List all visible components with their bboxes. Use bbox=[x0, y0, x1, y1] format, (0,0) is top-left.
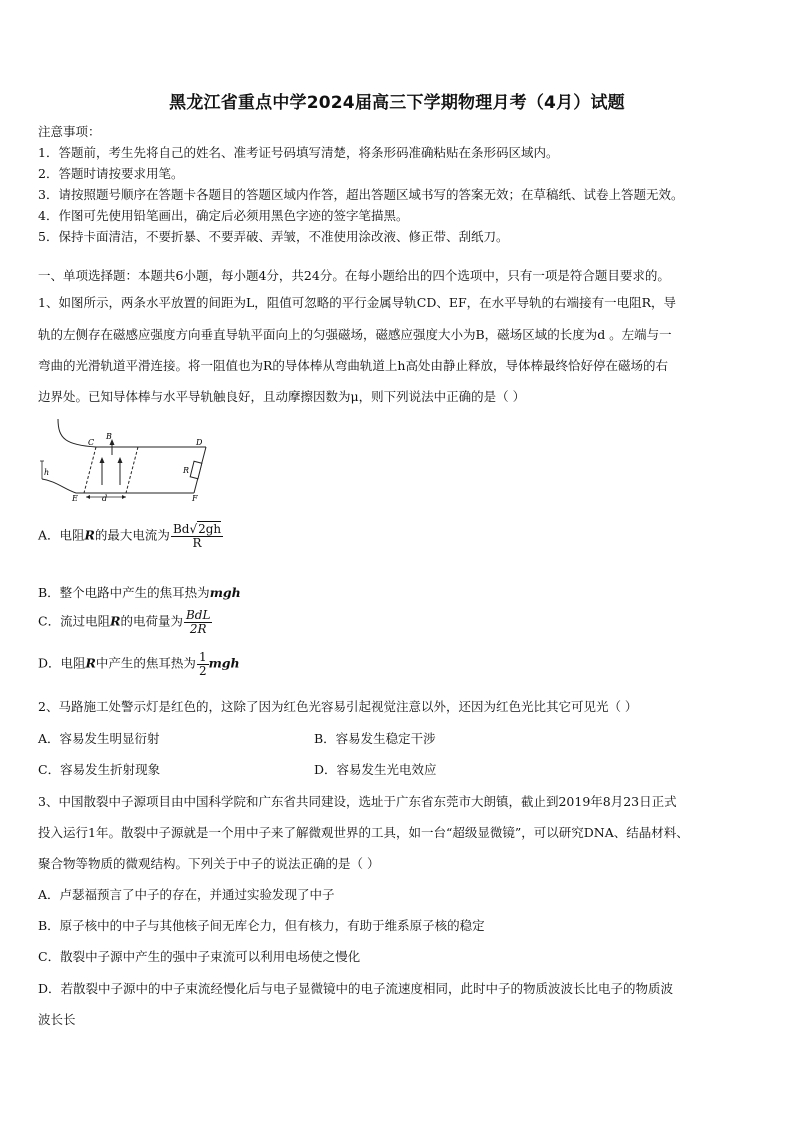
note-item: 1．答题前，考生先将自己的姓名、准考证号码填写清楚，将条形码准确粘贴在条形码区域内。 bbox=[38, 145, 559, 160]
label-b: B bbox=[106, 432, 112, 441]
question-2-option-d: D．容易发生光电效应 bbox=[314, 762, 437, 777]
question-3-option-d: D．若散裂中子源中的中子束流经慢化后与电子显微镜中的电子流速度相同，此时中子的物质波波长比电子的物质波 bbox=[38, 981, 674, 996]
note-item: 4．作图可先使用铅笔画出，确定后必须用黑色字迹的签字笔描黑。 bbox=[38, 208, 409, 223]
question-3-stem: 聚合物等物质的微观结构。下列关于中子的说法正确的是（ ） bbox=[38, 856, 380, 871]
section-heading: 一、单项选择题：本题共6小题，每小题4分，共24分。在每小题给出的四个选项中，只有一项是符合题目要求的。 bbox=[38, 268, 670, 283]
label-f: F bbox=[192, 494, 198, 503]
question-3-option-d-continued: 波长长 bbox=[38, 1012, 76, 1027]
question-1-stem: 1、如图所示，两条水平放置的间距为L，阻值可忽略的平行金属导轨CD、EF，在水平导轨的右端接有一电阻R，导 bbox=[38, 295, 677, 310]
question-2-option-b: B．容易发生稳定干涉 bbox=[314, 731, 436, 746]
question-1-option-a: A．电阻R的最大电流为 $\frac{Bd√2gh}{R}$ bbox=[38, 522, 222, 550]
rail-magnetic-field-diagram bbox=[36, 417, 222, 503]
question-1-option-b: B．整个电路中产生的焦耳热为mgh bbox=[38, 585, 241, 600]
question-3-option-b: B．原子核中的中子与其他核子间无库仑力，但有核力，有助于维系原子核的稳定 bbox=[38, 918, 485, 933]
question-3-stem: 3、中国散裂中子源项目由中国科学院和广东省共同建设，选址于广东省东莞市大朗镇，截止到2019年8月23日正式 bbox=[38, 794, 677, 809]
question-3-stem: 投入运行1年。散裂中子源就是一个用中子来了解微观世界的工具，如一台“超级显微镜”，可以研究DNA、结晶材料、 bbox=[38, 825, 689, 840]
notes-heading: 注意事项： bbox=[38, 124, 101, 139]
page-title: 黑龙江省重点中学2024届高三下学期物理月考（4月）试题 bbox=[169, 93, 625, 113]
question-2-option-a: A．容易发生明显衍射 bbox=[38, 731, 160, 746]
question-2-option-c: C．容易发生折射现象 bbox=[38, 762, 161, 777]
question-3-option-c: C．散裂中子源中产生的强中子束流可以利用电场使之慢化 bbox=[38, 949, 361, 964]
label-d-length: d bbox=[102, 494, 108, 503]
label-h: h bbox=[44, 468, 50, 477]
label-c: C bbox=[88, 438, 95, 447]
note-item: 5．保持卡面清洁，不要折暴、不要弄破、弄皱，不准使用涂改液、修正带、刮纸刀。 bbox=[38, 229, 509, 244]
question-1-option-d: D．电阻R中产生的焦耳热为 $\frac{1}{2}$ mgh bbox=[38, 650, 240, 678]
label-r: R bbox=[183, 466, 190, 475]
question-2-stem: 2、马路施工处警示灯是红色的，这除了因为红色光容易引起视觉注意以外，还因为红色光比其它可见光（ ） bbox=[38, 699, 638, 714]
label-e: E bbox=[72, 494, 78, 503]
question-1-option-c: C．流过电阻R的电荷量为 $\frac{\text{BdL}}{2R}$ bbox=[38, 608, 211, 636]
note-item: 3．请按照题号顺序在答题卡各题目的答题区域内作答，超出答题区域书写的答案无效；在草稿纸、试卷上答题无效。 bbox=[38, 187, 684, 202]
label-d: D bbox=[196, 438, 203, 447]
question-1-stem: 边界处。已知导体棒与水平导轨触良好，且动摩擦因数为μ，则下列说法中正确的是（ ） bbox=[38, 389, 526, 404]
question-3-option-a: A．卢瑟福预言了中子的存在，并通过实验发现了中子 bbox=[38, 887, 335, 902]
question-1-stem: 弯曲的光滑轨道平滑连接。将一阻值也为R的导体棒从弯曲轨道上h高处由静止释放，导体棒最终恰好停在磁场的右 bbox=[38, 358, 668, 373]
note-item: 2．答题时请按要求用笔。 bbox=[38, 166, 184, 181]
question-1-stem: 轨的左侧存在磁感应强度方向垂直导轨平面向上的匀强磁场，磁感应强度大小为B，磁场区域的长度为d 。左端与一 bbox=[38, 327, 672, 342]
